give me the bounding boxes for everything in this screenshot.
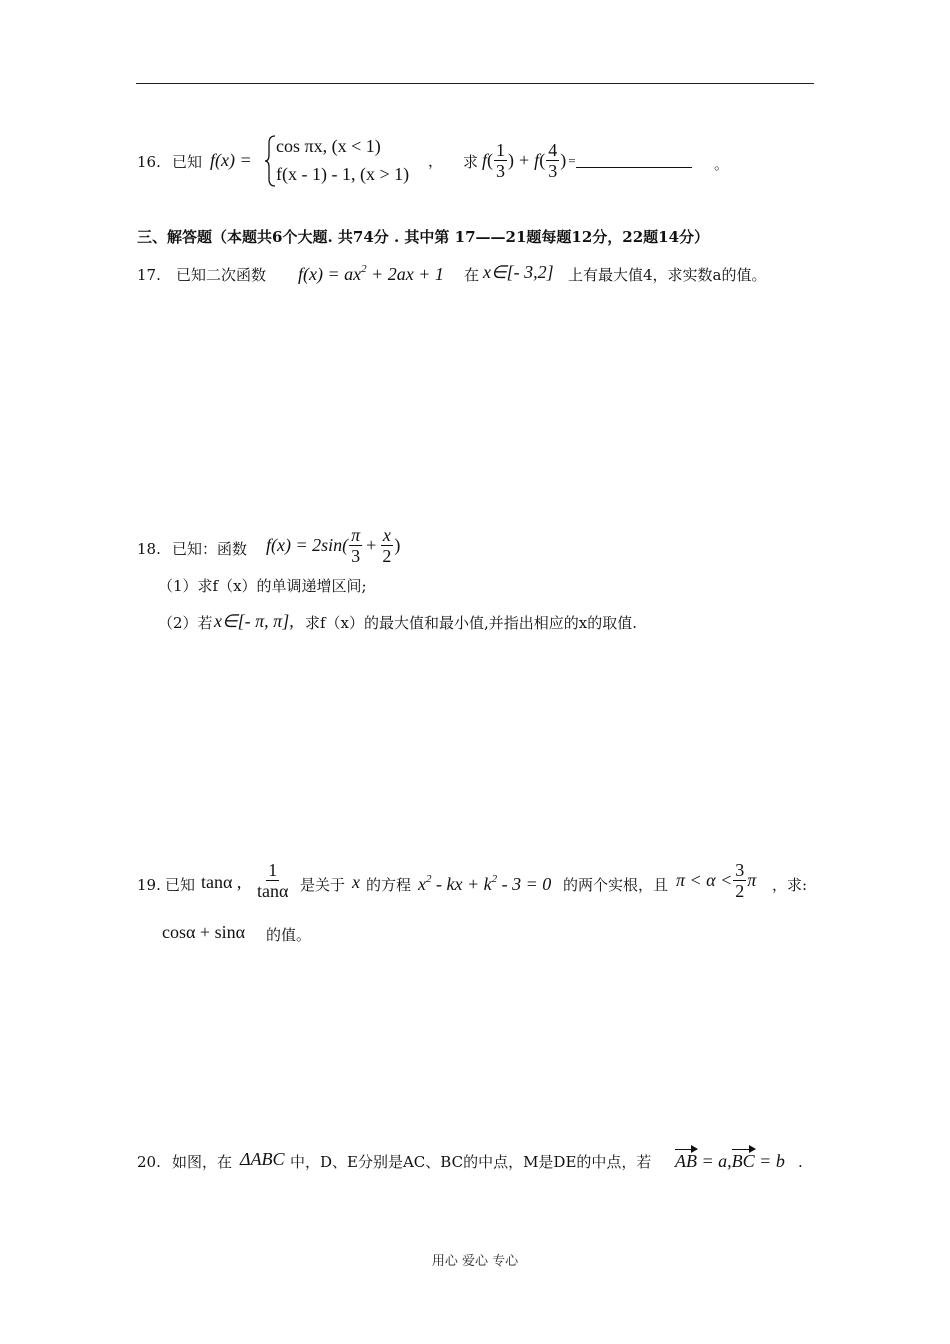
q19-eq-sq: 2: [426, 873, 432, 885]
q16-lhs: f(x) =: [210, 150, 252, 170]
page-footer: 用心 爱心 专心: [431, 1254, 519, 1269]
q17-expr-tail: + 2ax + 1: [366, 264, 444, 284]
q19-line-2-tail: 的值。: [266, 926, 312, 944]
q19-eq-sq2: 2: [491, 873, 498, 885]
q20-vector-bc: BC: [731, 1151, 755, 1171]
q16-den-2: 3: [548, 161, 558, 181]
q18-x: x: [382, 525, 391, 545]
q19-eq-b: - kx + k: [431, 874, 492, 894]
q16-plus: +: [519, 150, 530, 170]
q16-rp2: ): [560, 150, 567, 170]
q17-number: 17.: [137, 266, 161, 284]
q20-text-2: 中，D、E分别是AC、BC的中点，M是DE的中点，若: [290, 1153, 652, 1171]
q20-text-1: 如图，在: [172, 1153, 233, 1171]
q19-text-5: ，求:: [772, 876, 808, 894]
q19-frac-den: 2: [735, 881, 745, 901]
q19-text-1: 已知: [165, 876, 196, 894]
q16-comma: ，: [428, 152, 444, 170]
q19-equation: [418, 873, 551, 895]
q18-number: 18.: [137, 540, 161, 558]
q18-expr-head: f(x) = 2sin(: [266, 535, 349, 555]
q19-frac-num: 3: [735, 860, 745, 880]
q19-text-4: 的两个实根，且: [563, 876, 669, 894]
q19-ineq-a: π < α <: [676, 870, 733, 890]
q18-part-2-b: 求f（x）的最大值和最小值,并指出相应的x的取值.: [305, 614, 638, 632]
q18-three: 3: [351, 546, 361, 566]
q19-inequality: [676, 860, 756, 901]
q17-expr-head: f(x) = ax: [298, 264, 362, 284]
q17-text-3: 上有最大值4，求实数a的值。: [568, 266, 767, 284]
q17-expression: [298, 263, 444, 285]
q16-num-2: 4: [548, 140, 558, 160]
q16-expression: [482, 140, 692, 181]
q16-given: 已知: [172, 153, 203, 171]
q16-case-1: cos πx, (x < 1): [276, 136, 381, 156]
q20-triangle: ΔABC: [240, 1149, 285, 1169]
q20-vector-ab: AB: [675, 1151, 697, 1171]
q19-one: 1: [268, 860, 278, 880]
q20-end: .: [798, 1153, 803, 1171]
q16-f1: f: [482, 150, 488, 170]
q18-pi: π: [351, 525, 361, 545]
q19-tan-den: tanα: [257, 881, 289, 901]
brace-icon: [264, 135, 276, 187]
q17-text-1: 已知二次函数: [176, 266, 267, 284]
section-3-heading: 三、解答题（本题共6个大题. 共74分 . 其中第 17——21题每题12分，22题14分）: [137, 228, 710, 246]
q17-square: 2: [361, 263, 367, 275]
q19-text-3: 的方程: [366, 876, 412, 894]
q18-part-1: （1）求f（x）的单调递增区间;: [158, 577, 367, 595]
q19-tan: tanα ,: [201, 872, 242, 892]
q16-ask: 求: [463, 153, 479, 171]
q17-text-2: 在: [464, 266, 480, 284]
q16-answer-blank[interactable]: [576, 153, 692, 168]
q20-vectors: [675, 1151, 785, 1172]
q16-f2: f: [534, 150, 540, 170]
q16-rp1: ): [508, 150, 515, 170]
q19-line-2-expr: cosα + sinα: [162, 922, 246, 942]
q20-eq-b: = b: [754, 1151, 785, 1171]
q19-text-2: 是关于: [300, 876, 346, 894]
q20-number: 20.: [137, 1153, 161, 1171]
q19-number: 19.: [137, 876, 161, 894]
q19-ineq-b: π: [747, 870, 757, 890]
q20-eq-a: = a,: [697, 1151, 732, 1171]
q18-expression: [266, 525, 400, 566]
q18-text-1: 已知：函数: [172, 540, 248, 558]
q19-reciprocal: [254, 860, 291, 901]
header-rule: [136, 83, 814, 84]
q18-part-2-a: （2）若: [158, 614, 213, 632]
q16-number: 16.: [137, 153, 161, 171]
q16-lp1: (: [487, 150, 494, 170]
q16-lp2: (: [539, 150, 546, 170]
q16-num-1: 1: [496, 140, 506, 160]
q18-plus: +: [366, 535, 377, 555]
q17-domain: x∈[- 3,2]: [483, 262, 554, 282]
q16-den-1: 3: [496, 161, 506, 181]
q19-eq-c: - 3 = 0: [497, 874, 552, 894]
q16-end: 。: [714, 155, 730, 173]
q18-rp: ): [394, 535, 401, 555]
q16-equals: =: [568, 152, 576, 168]
q18-two: 2: [382, 546, 392, 566]
q18-part-2-domain: x∈[- π, π],: [214, 611, 294, 631]
q19-eq-a: x: [418, 874, 426, 894]
q16-case-2: f(x - 1) - 1, (x > 1): [276, 164, 410, 184]
q19-x: x: [352, 872, 360, 892]
